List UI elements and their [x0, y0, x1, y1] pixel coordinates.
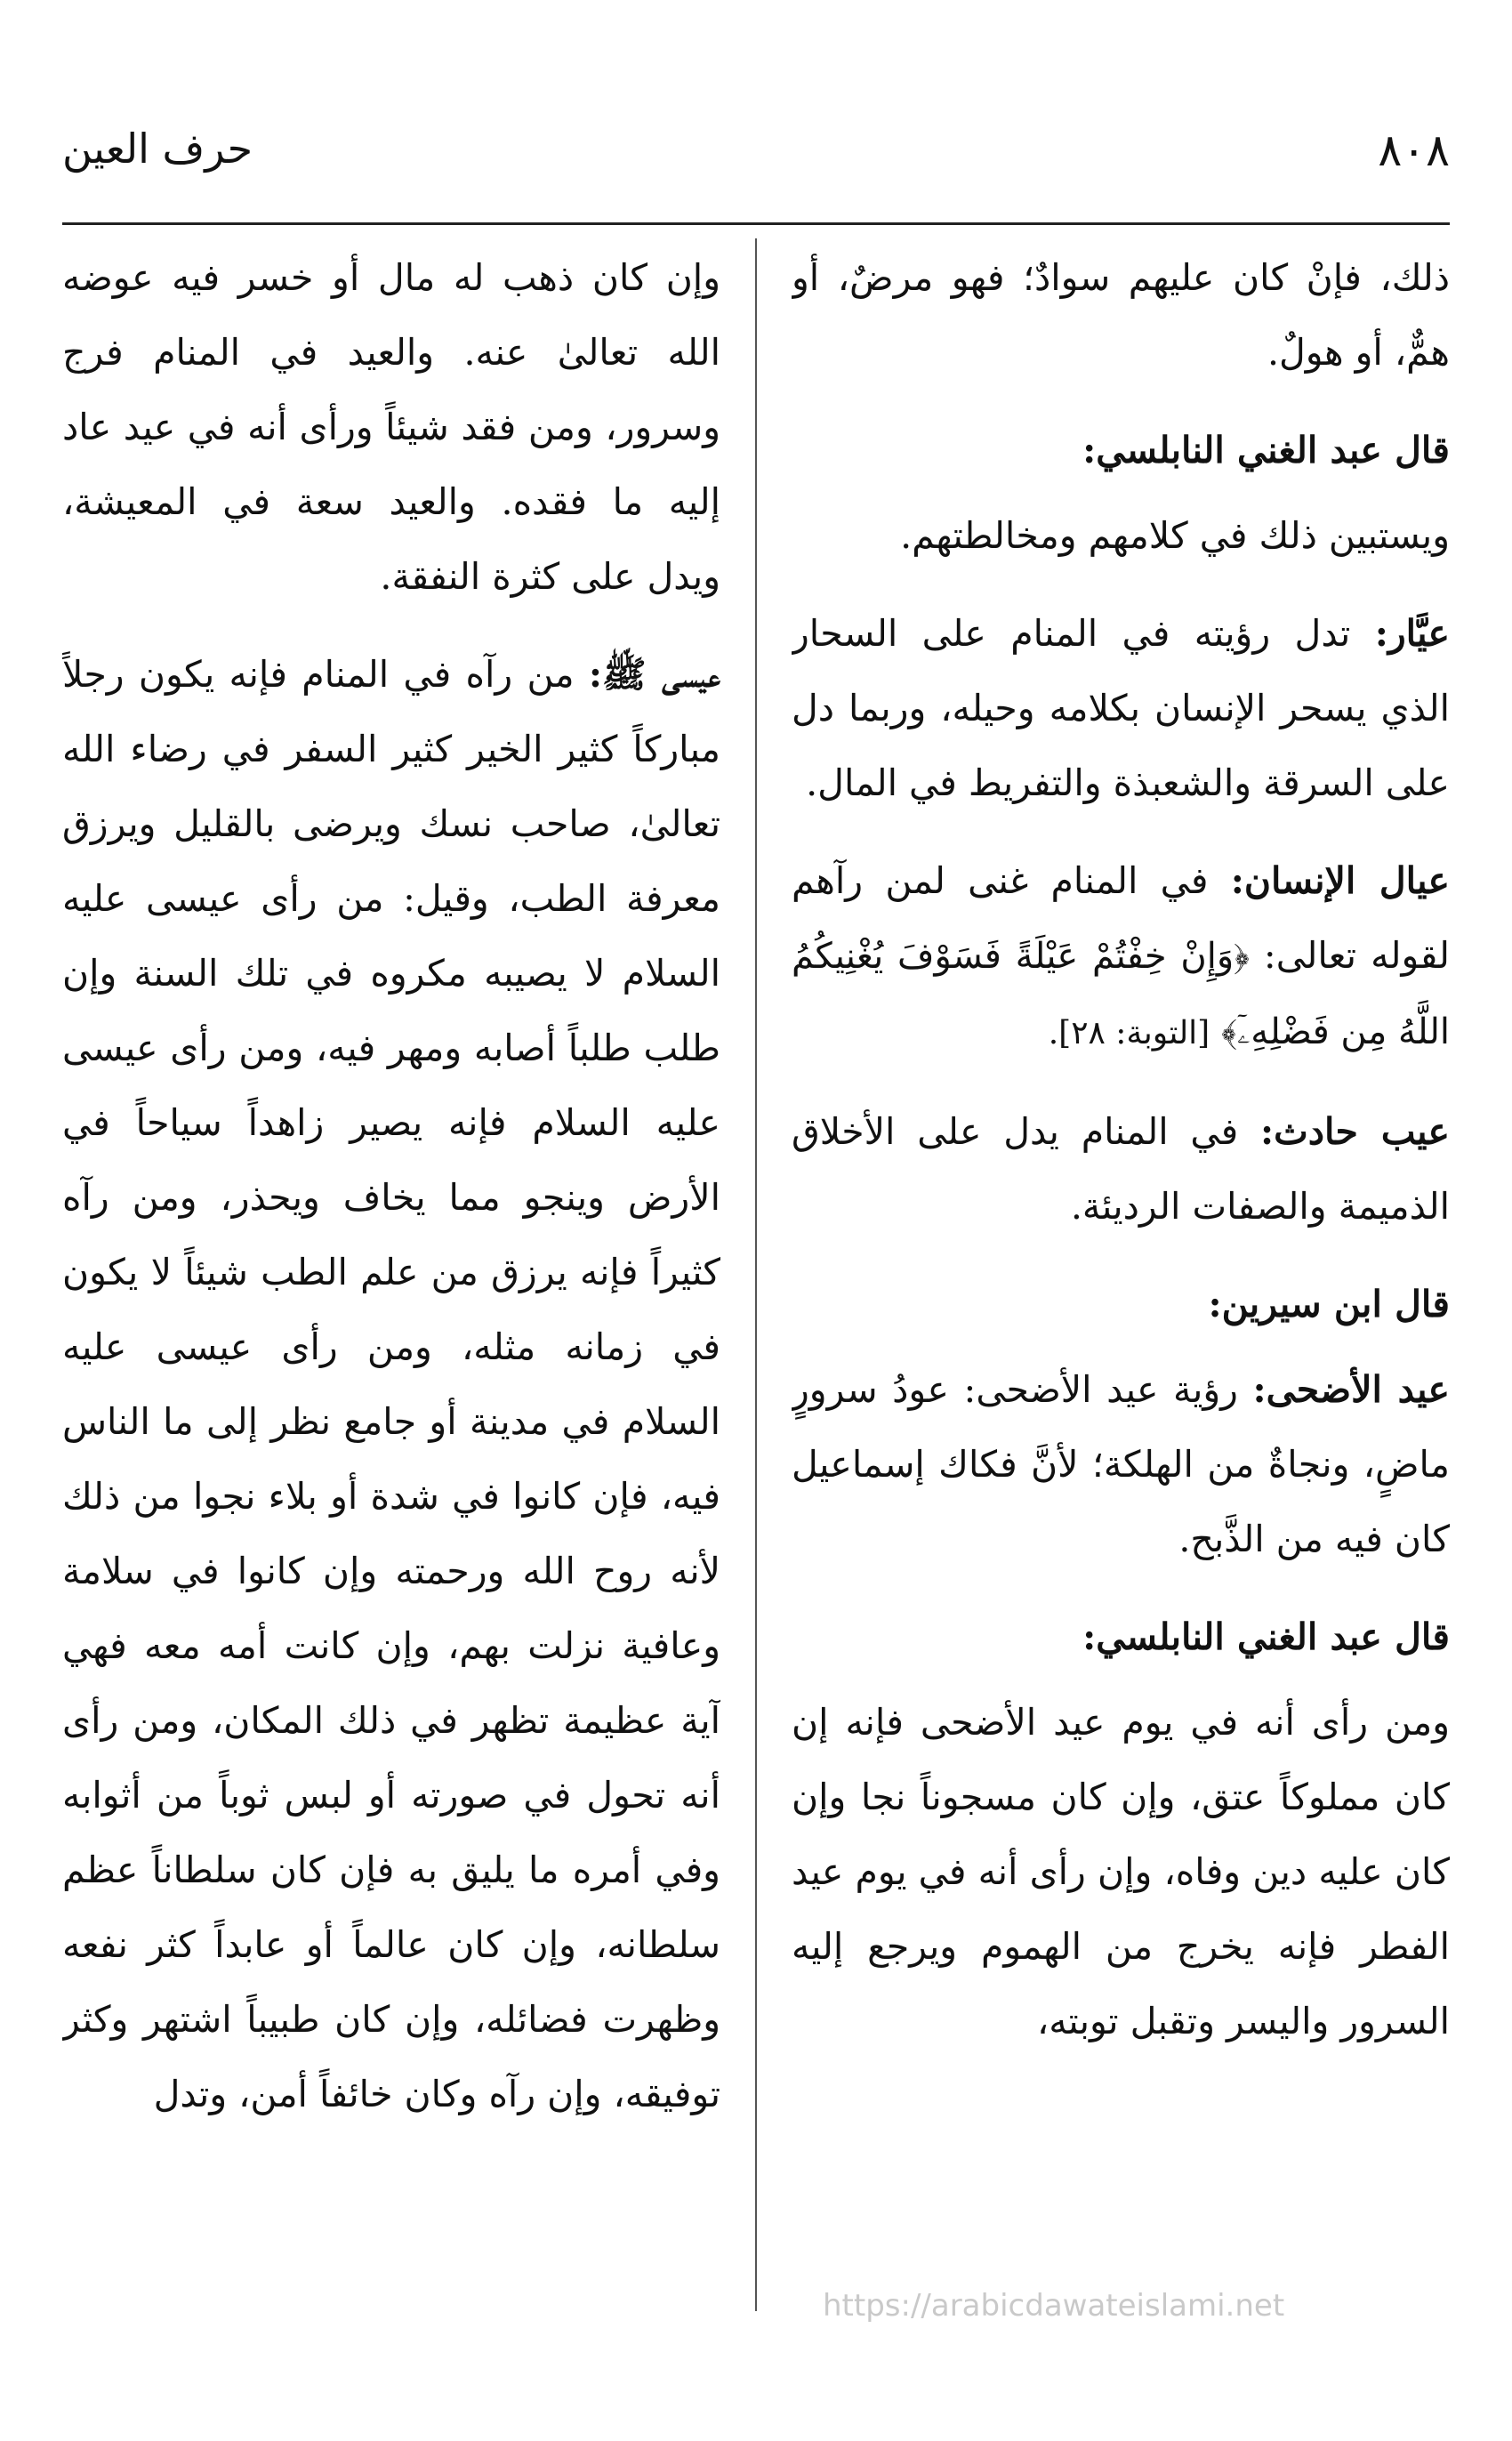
- right-column: [792, 240, 1450, 2322]
- paragraph: ويستبين ذلك في كلامهم ومخالطتهم.: [900, 514, 1450, 557]
- left-column: [62, 240, 720, 2322]
- entry-text: في المنام يدل على الأخلاق الذميمة والصفات الرديئة.: [792, 1110, 1450, 1228]
- entry: [792, 596, 1450, 820]
- entry: [792, 843, 1450, 1071]
- verse-reference: [التوبة: ٢٨].: [1048, 1015, 1210, 1051]
- page-header: [62, 125, 1450, 205]
- entry-title: عيَّار:: [1374, 612, 1450, 655]
- entry-title: عيد الأضحى:: [1252, 1368, 1450, 1411]
- column-divider: [755, 238, 757, 2311]
- paragraph: ومن رأى أنه في يوم عيد الأضحى فإنه إن كان مملوكاً عتق، وإن كان مسجوناً نجا وإن كان عليه دين وفاه، وإن رأى أنه في يوم عيد الفطر فإنه يخرج من الهموم ويرجع إليه السرور واليسر وتقبل توبته،: [792, 1701, 1450, 2042]
- entry-title: عيال الإنسان:: [1230, 859, 1450, 902]
- entry-text: من رآه في المنام فإنه يكون رجلاً مباركاً كثير الخير كثير السفر في رضاء الله تعالىٰ، صاحب نسك ويرضى بالقليل ويرزق معرفة الطب، وقيل: من رأى عيسى عليه السلام لا يصيبه مكروه في تلك السنة وإن طلب طلباً أصابه ومهر فيه، ومن رأى عيسى عليه السلام فإنه يصير زاهداً سياحاً في الأرض وينجو مما يخاف ويحذر، ومن رآه كثيراً فإنه يرزق من علم الطب شيئاً لا يكون في زمانه مثله، ومن رأى عيسى عليه السلام في مدينة أو جامع نظر إلى ما الناس فيه، فإن كانوا في شدة أو بلاء نجوا من ذلك لأنه روح الله ورحمته وإن كانوا في سلامة وعافية نزلت بهم، وإن كانت أمه معه فهي آية عظيمة تظهر في ذلك المكان، ومن رأى أنه تحول في صورته أو لبس ثوباً من أثوابه وفي أمره ما يليق به فإن كان سلطاناً عظم سلطانه، وإن كان عالماً أو عابداً كثر نفعه وظهرت فضائله، وإن كان طبيباً اشتهر وكثر توفيقه، وإن رآه وكان خائفاً أمن، وتدل: [62, 653, 720, 2115]
- page-number: ٨٠٨: [1378, 125, 1450, 176]
- entry-text: تدل رؤيته في المنام على السحار الذي يسحر الإنسان بكلامه وحيله، وربما دل على السرقة والشعبذة والتفريط في المال.: [792, 612, 1450, 804]
- entry: [792, 1352, 1450, 1576]
- header-rule: [62, 222, 1450, 225]
- section-heading: قال عبد الغني النابلسي:: [1082, 1615, 1450, 1658]
- entry: [62, 637, 720, 2131]
- section-heading: قال عبد الغني النابلسي:: [1082, 429, 1450, 471]
- entry-title: عيسى ﷺ:: [588, 653, 720, 696]
- quran-verse: ﴿وَإِنْ خِفْتُمْ عَيْلَةً فَسَوْفَ يُغْنِيكُمُ اللَّهُ مِن فَضْلِهِۦٓ﴾: [792, 936, 1450, 1052]
- running-title: حرف العين: [62, 125, 253, 173]
- entry-title: عيب حادث:: [1260, 1110, 1450, 1153]
- entry-text: في المنام غنى لمن رآهم لقوله تعالى:: [792, 859, 1450, 977]
- watermark-url: https://arabicdawateislami.net: [823, 2288, 1285, 2324]
- section-heading: قال ابن سيرين:: [1208, 1283, 1450, 1325]
- paragraph: ذلك، فإنْ كان عليهم سوادٌ؛ فهو مرضٌ، أو همٌّ، أو هولٌ.: [792, 256, 1450, 374]
- paragraph: وإن كان ذهب له مال أو خسر فيه عوضه الله تعالىٰ عنه. والعيد في المنام فرج وسرور، ومن فقد شيئاً ورأى أنه في عيد عاد إليه ما فقده. والعيد سعة في المعيشة، ويدل على كثرة النفقة.: [62, 256, 720, 598]
- entry-text: رؤية عيد الأضحى: عودُ سرورٍ ماضٍ، ونجاةٌ من الهلكة؛ لأنَّ فكاك إسماعيل كان فيه من الذَّبح.: [792, 1368, 1450, 1560]
- entry: [792, 1094, 1450, 1244]
